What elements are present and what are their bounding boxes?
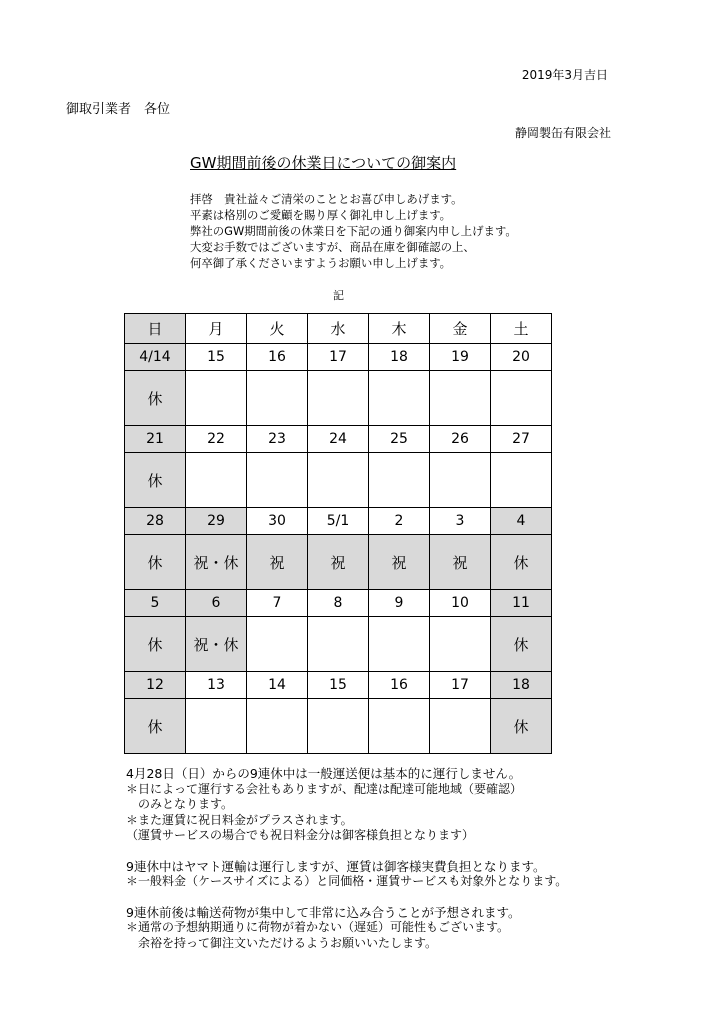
note-line: 9連休前後は輸送荷物が集中して非常に込み合うことが予想されます。 (126, 904, 521, 920)
weekday-header: 木 (369, 314, 430, 344)
status-cell: 休 (125, 617, 186, 672)
status-row (125, 699, 552, 754)
status-cell: 祝・休 (186, 535, 247, 590)
status-cell: 祝 (430, 535, 491, 590)
notes-section (126, 766, 567, 951)
note-line: 9連休中はヤマト運輸は運行しますが、運賃は御客様実費負担となります。 (126, 858, 546, 874)
date-cell: 15 (308, 672, 369, 699)
date-cell: 29 (186, 508, 247, 535)
greeting-line: 拝啓 貴社益々ご清栄のこととお喜び申しあげます。 (190, 192, 463, 206)
status-cell: 祝 (369, 535, 430, 590)
date-row (125, 344, 552, 371)
status-row (125, 371, 552, 426)
date-cell: 17 (308, 344, 369, 371)
status-cell: 祝 (308, 535, 369, 590)
date-cell: 18 (491, 672, 552, 699)
note-line: ＊一般料金（ケースサイズによる）と同価格・運賃サービスも対象外となります。 (126, 874, 568, 888)
date-cell: 24 (308, 426, 369, 453)
date-cell: 11 (491, 590, 552, 617)
date-cell: 10 (430, 590, 491, 617)
status-cell (186, 699, 247, 754)
status-row (125, 453, 552, 508)
date-cell: 4 (491, 508, 552, 535)
date-cell: 4/14 (125, 344, 186, 371)
status-cell (247, 617, 308, 672)
date-cell: 22 (186, 426, 247, 453)
note-line: ＊日によって運行する会社もありますが、配達は配達可能地域（要確認） (126, 781, 523, 796)
date-cell: 23 (247, 426, 308, 453)
status-cell (430, 699, 491, 754)
status-row (125, 535, 552, 590)
date-cell: 17 (430, 672, 491, 699)
status-cell (308, 617, 369, 672)
status-cell (186, 453, 247, 508)
date-cell: 19 (430, 344, 491, 371)
status-cell (308, 371, 369, 426)
date-cell: 15 (186, 344, 247, 371)
status-cell (247, 699, 308, 754)
date-cell: 7 (247, 590, 308, 617)
status-cell (369, 617, 430, 672)
date-cell: 13 (186, 672, 247, 699)
status-cell (369, 699, 430, 754)
weekday-header: 水 (308, 314, 369, 344)
date-cell: 3 (430, 508, 491, 535)
date-cell: 16 (369, 672, 430, 699)
status-cell (491, 371, 552, 426)
status-cell (491, 453, 552, 508)
ki-label: 記 (333, 289, 344, 302)
weekday-header: 月 (186, 314, 247, 344)
date-cell: 18 (369, 344, 430, 371)
status-row (125, 617, 552, 672)
note-line: ＊また運賃に祝日料金がプラスされます。 (126, 812, 353, 827)
date-cell: 14 (247, 672, 308, 699)
sender-company: 静岡製缶有限会社 (514, 126, 611, 140)
status-cell: 休 (125, 535, 186, 590)
date-cell: 12 (125, 672, 186, 699)
weekday-header: 土 (491, 314, 552, 344)
status-cell: 祝・休 (186, 617, 247, 672)
status-cell: 祝 (247, 535, 308, 590)
greeting-line: 平素は格別のご愛顧を賜り厚く御礼申し上げます。 (190, 208, 452, 222)
status-cell (186, 371, 247, 426)
date-cell: 8 (308, 590, 369, 617)
date-row (125, 508, 552, 535)
date-row (125, 672, 552, 699)
note-line: （運賃サービスの場合でも祝日料金分は御客様負担となります） (126, 828, 475, 842)
status-cell: 休 (125, 699, 186, 754)
status-cell (369, 371, 430, 426)
status-cell: 休 (491, 617, 552, 672)
status-cell (369, 453, 430, 508)
date-cell: 27 (491, 426, 552, 453)
weekday-header: 金 (430, 314, 491, 344)
status-cell (308, 699, 369, 754)
weekday-header-row (125, 314, 552, 344)
greeting-line: 何卒御了承くださいますようお願い申し上げます。 (190, 256, 452, 270)
date-cell: 9 (369, 590, 430, 617)
status-cell: 休 (491, 699, 552, 754)
status-cell: 休 (125, 371, 186, 426)
note-line: 余裕を持って御注文いただけるようお願いいたします。 (126, 935, 438, 950)
date-cell: 30 (247, 508, 308, 535)
status-cell (308, 453, 369, 508)
date-row (125, 426, 552, 453)
status-cell (247, 453, 308, 508)
weekday-header: 火 (247, 314, 308, 344)
status-cell (430, 617, 491, 672)
date-cell: 20 (491, 344, 552, 371)
status-cell (430, 453, 491, 508)
paragraph-gap (126, 844, 567, 859)
date-cell: 6 (186, 590, 247, 617)
status-cell (430, 371, 491, 426)
date-cell: 5 (125, 590, 186, 617)
greeting-line: 弊社のGW期間前後の休業日を下記の通り御案内申し上げます。 (190, 224, 517, 238)
date-cell: 28 (125, 508, 186, 535)
document-title: GW期間前後の休業日についての御案内 (190, 154, 457, 172)
weekday-header: 日 (125, 314, 186, 344)
paragraph-gap (126, 890, 567, 905)
greeting-paragraph (190, 191, 517, 271)
date-cell: 26 (430, 426, 491, 453)
date-cell: 2 (369, 508, 430, 535)
note-line: ＊通常の予想納期通りに荷物が着かない（遅延）可能性もございます。 (126, 920, 510, 934)
date-cell: 5/1 (308, 508, 369, 535)
note-line: のみとなります。 (126, 797, 234, 811)
date-row (125, 590, 552, 617)
status-cell: 休 (125, 453, 186, 508)
recipient-line: 御取引業者 各位 (66, 102, 171, 117)
greeting-line: 大変お手数ではございますが、商品在庫を御確認の上、 (190, 240, 475, 254)
date-cell: 16 (247, 344, 308, 371)
status-cell (247, 371, 308, 426)
document-date: 2019年3月吉日 (521, 68, 608, 82)
holiday-calendar (124, 313, 552, 754)
date-cell: 25 (369, 426, 430, 453)
note-line: 4月28日（日）からの9連休中は一般運送便は基本的に運行しません。 (126, 766, 522, 781)
status-cell: 休 (491, 535, 552, 590)
date-cell: 21 (125, 426, 186, 453)
